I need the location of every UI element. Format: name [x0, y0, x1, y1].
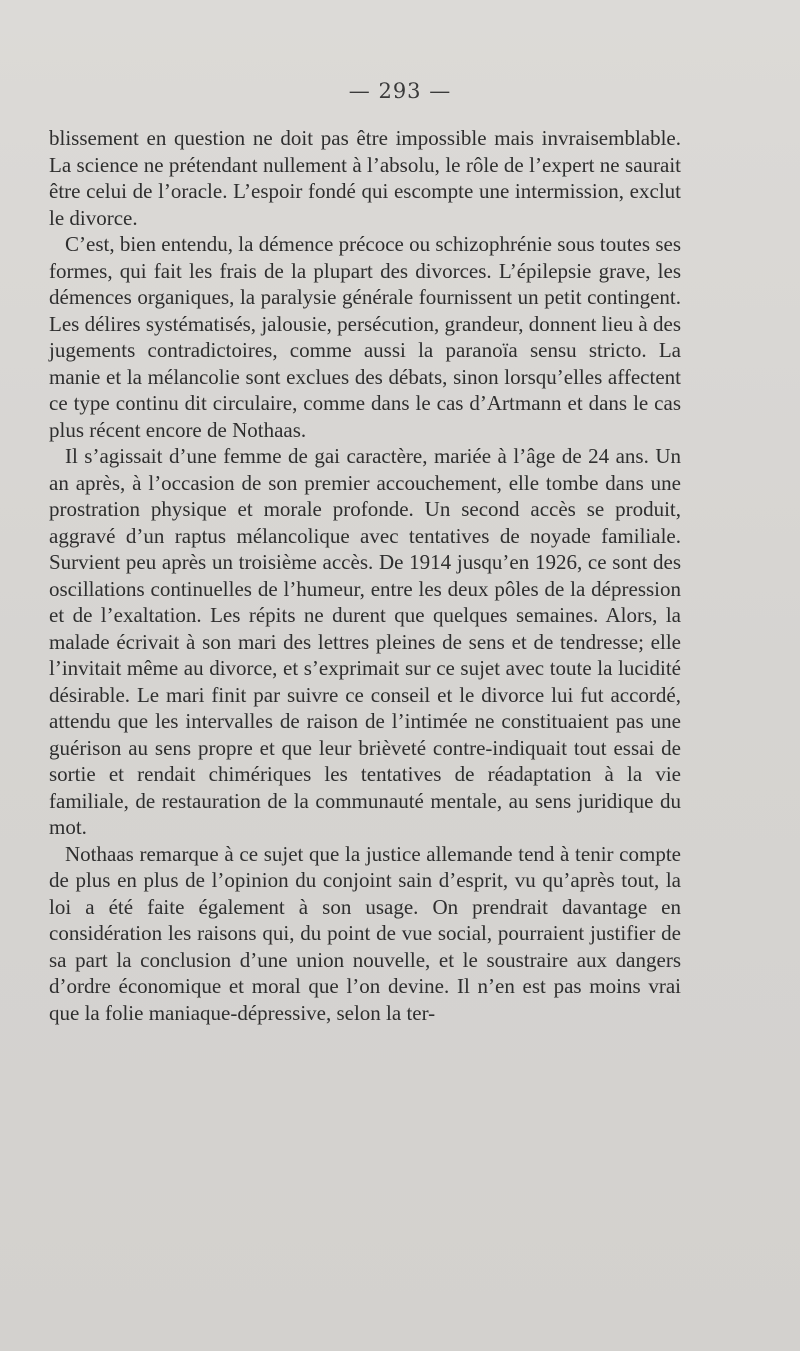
paragraph-4: Nothaas remarque à ce sujet que la justice allemande tend à tenir compte de plus en plus de l’opinion du conjoint sain d’esprit, vu qu’après tout, la loi a été faite également à son usage. On prendrait davantage en considération les raisons qui, du point de vue social, pourraient justifier de sa part la conclusion d’une union nouvelle, et le soustraire aux dangers d’ordre économique et moral que l’on devine. Il n’en est pas moins vrai que la folie maniaque-dépressive, selon la ter-: [49, 841, 681, 1025]
paragraph-3: Il s’agissait d’une femme de gai caractère, mariée à l’âge de 24 ans. Un an après, à l’occasion de son premier accouchement, elle tombe dans une prostration physique et morale profonde. Un second accès se produit, aggravé d’un raptus mélancolique avec tentatives de noyade familiale. Survient peu après un troisième accès. De 1914 jusqu’en 1926, ce sont des oscillations continuelles de l’humeur, entre les deux pôles de la dépression et de l’exaltation. Les répits ne durent que quelques semaines. Alors, la malade écrivait à son mari des lettres pleines de sens et de tendresse; elle l’invitait même au divorce, et s’exprimait sur ce sujet avec toute la lucidité désirable. Le mari finit par suivre ce conseil et le divorce lui fut accordé, attendu que les intervalles de raison de l’intimée ne constituaient pas une guérison au sens propre et que leur brièveté contre-indiquait tout essai de sortie et rendait chimériques les tentatives de réadaptation à la vie familiale, de restauration de la communauté mentale, au sens juridique du mot.: [49, 444, 681, 839]
page-number: — 293 —: [348, 79, 452, 103]
paragraph-1: blissement en question ne doit pas être impossible mais invraisemblable. La science ne prétendant nullement à l’absolu, le rôle de l’expert ne saurait être celui de l’oracle. L’espoir fondé qui escompte une intermission, exclut le divorce.: [49, 126, 681, 230]
body-text: [49, 125, 681, 1026]
paragraph-2: C’est, bien entendu, la démence précoce ou schizophrénie sous toutes ses formes, qui fait les frais de la plupart des divorces. L’épilepsie grave, les démences organiques, la paralysie générale fournissent un petit contingent. Les délires systématisés, jalousie, persécution, grandeur, donnent lieu à des jugements contradictoires, comme aussi la paranoïa sensu stricto. La manie et la mélancolie sont exclues des débats, sinon lorsqu’elles affectent ce type continu dit circulaire, comme dans le cas d’Artmann et dans le cas plus récent encore de Nothaas.: [49, 232, 681, 442]
